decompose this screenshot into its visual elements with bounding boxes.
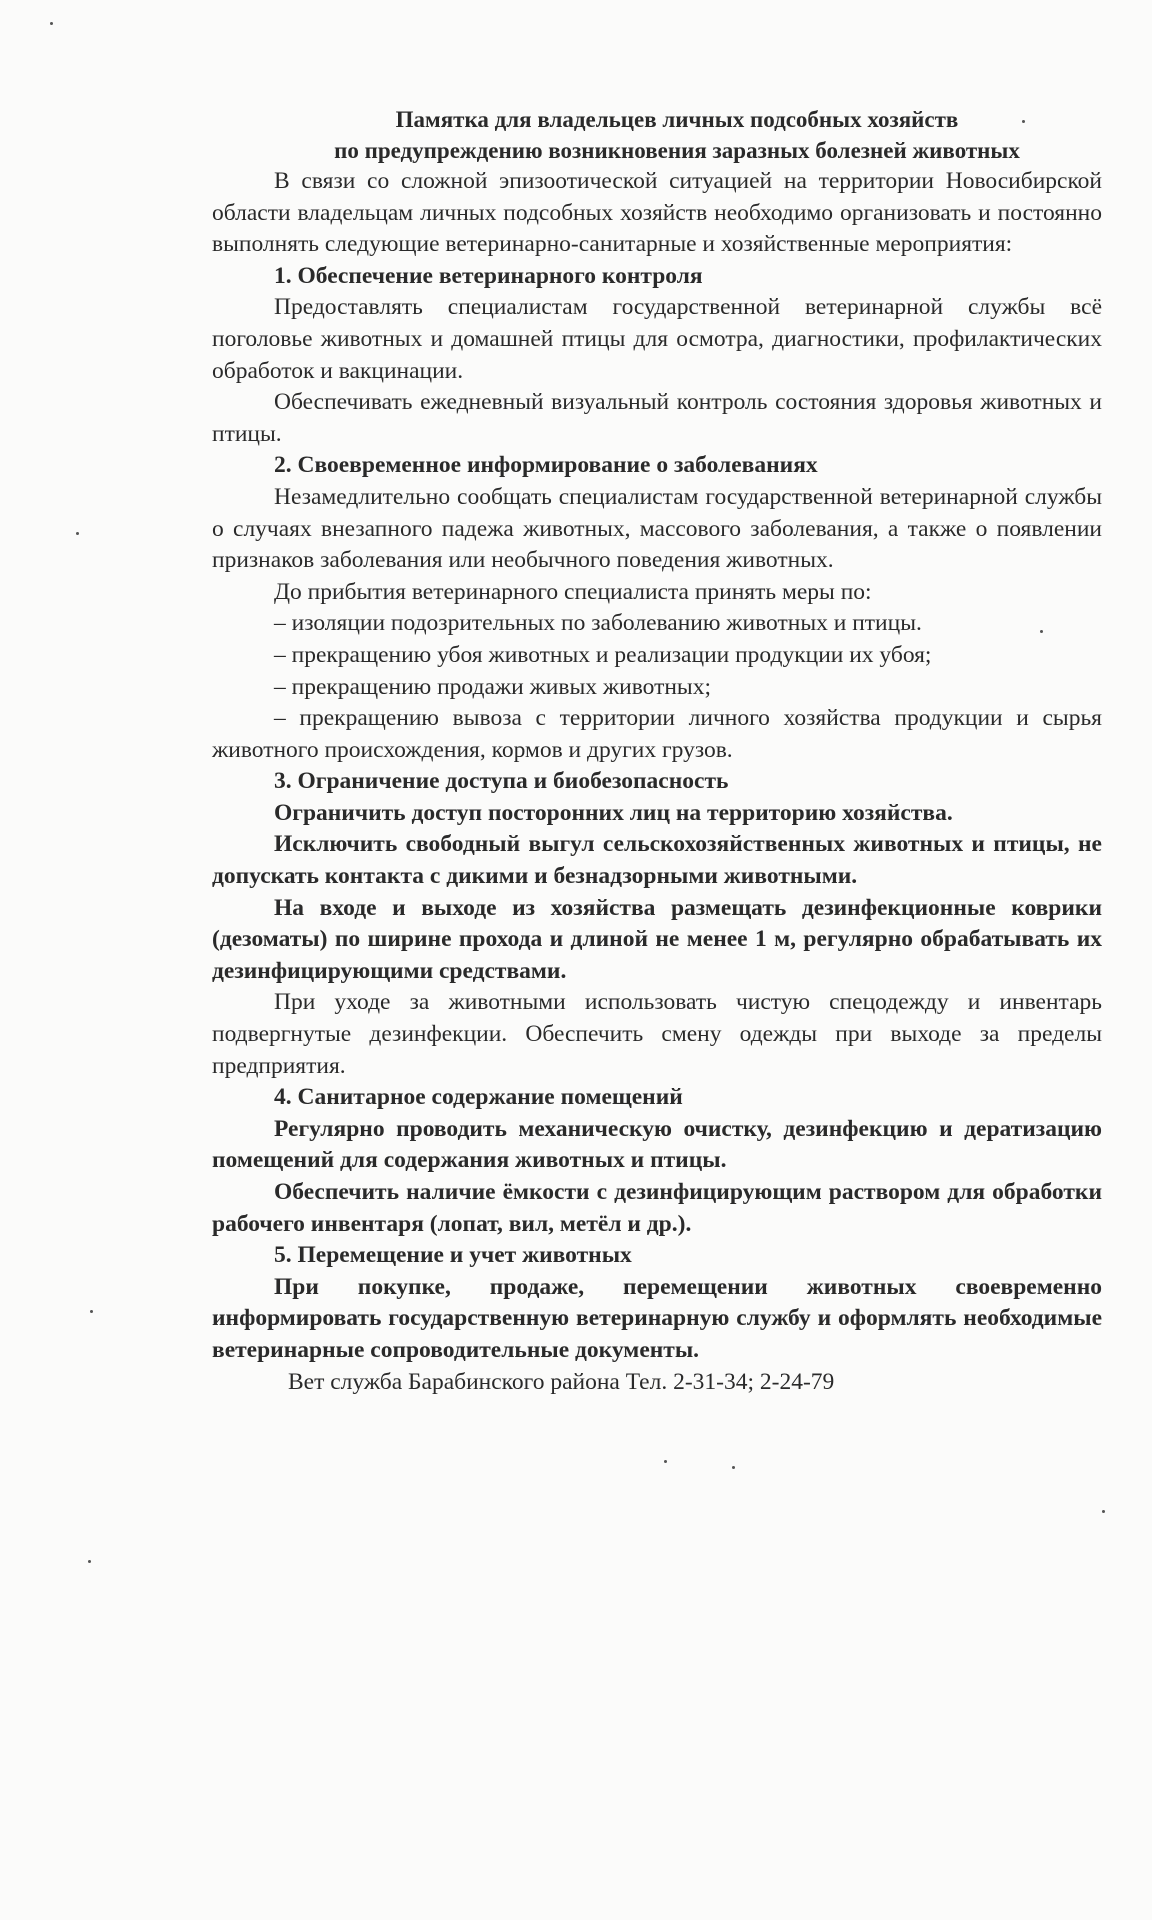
section-1-paragraph-1: Предоставлять специалистам государственной ветеринарной службы всё поголовье животных и домашней птицы для осмотра, диагностики, профилактических обработок и вакцинации. [212,294,1102,384]
section-3-paragraph-1: При уходе за животными использовать чистую спецодежду и инвентарь подвергнутые дезинфекции. Обеспечить смену одежды при выходе за пределы предприятия. [212,989,1102,1079]
scan-speck [76,532,79,535]
section-2-heading: 2. Своевременное информирование о заболеваниях [274,452,818,479]
section-2-paragraph-1: Незамедлительно сообщать специалистам государственной ветеринарной службы о случаях внезапного падежа животных, массового заболевания, а также о появлении признаков заболевания или необычного поведения животных. [212,483,1102,574]
scan-speck [50,22,53,25]
memo-body [212,104,1102,1398]
scan-speck [1040,630,1043,633]
section-4-bold-paragraph-2: Обеспечить наличие ёмкости с дезинфицирующим раствором для обработки рабочего инвентаря (лопат, вил, метёл и др.). [212,1179,1102,1237]
section-4-heading: 4. Санитарное содержание помещений [274,1084,683,1111]
scan-speck [1022,120,1025,123]
contact-line: Вет служба Барабинского района Тел. 2-31-34; 2-24-79 [288,1368,835,1395]
intro-paragraph: В связи со сложной эпизоотической ситуацией на территории Новосибирской области владельцам личных подсобных хозяйств необходимо организовать и постоянно выполнять следующие ветеринарно-санитарные и хозяйственные мероприятия: [212,168,1102,258]
scan-speck [664,1460,667,1463]
section-2-paragraph-2: До прибытия ветеринарного специалиста принять меры по: [274,578,872,605]
section-2-list-item: – прекращению вывоза с территории личного хозяйства продукции и сырья животного происхождения, кормов и других грузов. [212,705,1102,763]
section-3-bold-paragraph-3: На входе и выходе из хозяйства размещать дезинфекционные коврики (дезоматы) по ширине прохода и длиной не менее 1 м, регулярно обрабатывать их дезинфицирующими средствами. [212,894,1102,984]
memo-title-line-1: Памятка для владельцев личных подсобных хозяйств [395,107,959,132]
section-3-bold-paragraph-2: Исключить свободный выгул сельскохозяйственных животных и птицы, не допускать контакта с дикими и безнадзорными животными. [212,831,1102,890]
memo-title-line-2: по предупреждению возникновения заразных болезней животных [334,138,1020,163]
section-1-paragraph-2: Обеспечивать ежедневный визуальный контроль состояния здоровья животных и птицы. [212,389,1102,447]
scan-speck [88,1560,91,1563]
section-2-list-item: – прекращению продажи живых животных; [274,673,711,700]
scan-speck [732,1466,735,1469]
section-1-heading: 1. Обеспечение ветеринарного контроля [274,262,703,289]
section-4-bold-paragraph-1: Регулярно проводить механическую очистку, дезинфекцию и дератизацию помещений для содержания животных и птицы. [212,1115,1102,1174]
section-5-bold-paragraph-1: При покупке, продаже, перемещении животных своевременно информировать государственную ветеринарную службу и оформлять необходимые ветеринарные сопроводительные документы. [212,1273,1102,1363]
section-2-list-item: – прекращению убоя животных и реализации продукции их убоя; [274,641,932,668]
scan-speck [90,1310,93,1313]
scan-speck [1102,1510,1105,1513]
section-3-heading: 3. Ограничение доступа и биобезопасность [274,768,729,795]
section-2-list-item: – изоляции подозрительных по заболеванию животных и птицы. [274,610,922,637]
section-5-heading: 5. Перемещение и учет животных [274,1242,632,1269]
section-3-bold-paragraph-1: Ограничить доступ посторонних лиц на территорию хозяйства. [274,799,953,826]
